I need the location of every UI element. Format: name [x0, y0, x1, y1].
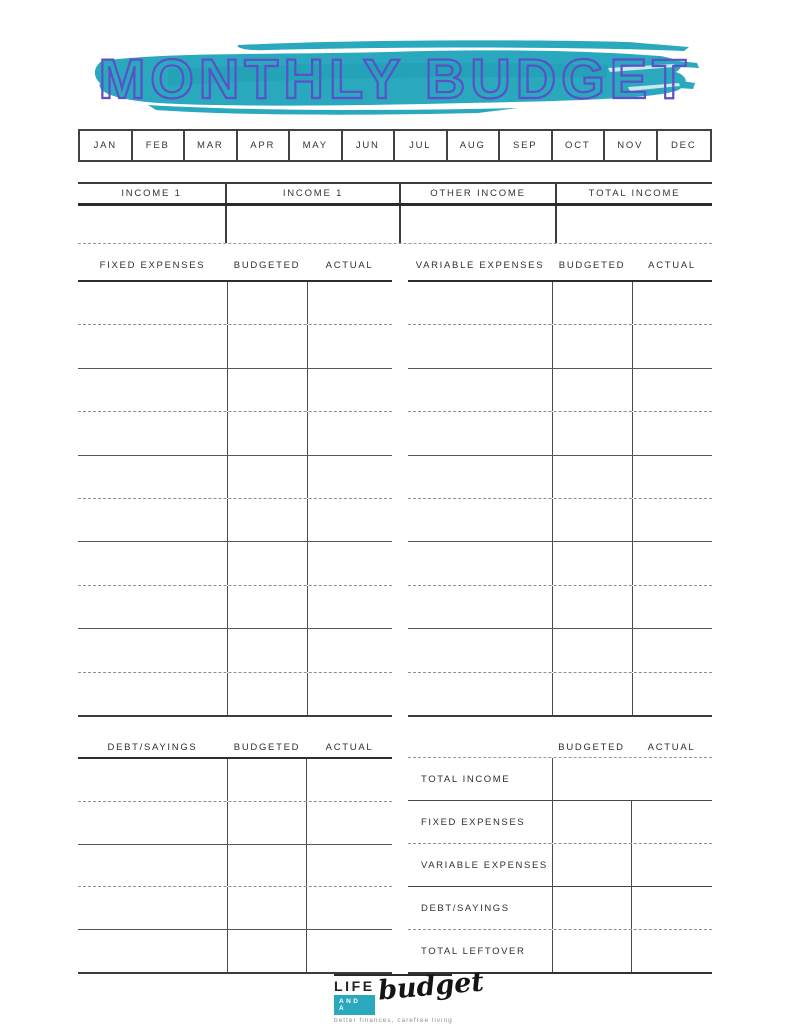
- expense-name-cell: [408, 499, 552, 541]
- expense-name-cell: [78, 282, 227, 324]
- income-column-header: INCOME 1: [78, 184, 227, 203]
- actual-cell: [632, 282, 712, 324]
- table-row: [408, 282, 712, 325]
- expense-name-cell: [408, 673, 552, 715]
- budgeted-cell: [227, 930, 306, 972]
- table-row: [78, 456, 392, 499]
- summary-actual-cell: [631, 801, 712, 843]
- table-row: [408, 586, 712, 629]
- actual-cell: [307, 282, 392, 324]
- budgeted-cell: [552, 282, 632, 324]
- month-tab[interactable]: SEP: [500, 131, 553, 160]
- variable-expenses-table: [408, 280, 712, 717]
- fixed-actual-label: ACTUAL: [325, 260, 374, 271]
- budgeted-cell: [552, 499, 632, 541]
- budgeted-cell: [552, 673, 632, 715]
- debt-savings-title: DEBT/SAYINGS: [107, 742, 198, 753]
- actual-cell: [632, 673, 712, 715]
- fixed-expenses-header: [78, 258, 392, 273]
- month-selector: [78, 129, 712, 162]
- income-column-header: INCOME 1: [227, 184, 401, 203]
- expense-name-cell: [408, 412, 552, 454]
- actual-cell: [306, 759, 392, 801]
- actual-cell: [307, 629, 392, 671]
- budgeted-cell: [227, 456, 307, 498]
- table-row: [408, 369, 712, 412]
- month-tab[interactable]: FEB: [133, 131, 186, 160]
- income-table-body: [78, 206, 712, 243]
- table-row: [78, 887, 392, 930]
- debt-name-cell: [78, 802, 227, 844]
- table-row: [408, 499, 712, 542]
- fixed-expenses-table: [78, 280, 392, 717]
- summary-budgeted-cell: [552, 758, 631, 800]
- month-tab[interactable]: NOV: [605, 131, 658, 160]
- expense-name-cell: [78, 542, 227, 584]
- actual-cell: [307, 542, 392, 584]
- budgeted-cell: [552, 542, 632, 584]
- logo-word-and-a: AND A: [334, 995, 375, 1015]
- actual-cell: [306, 845, 392, 887]
- table-row: [78, 325, 392, 368]
- table-row: [78, 673, 392, 715]
- table-row: [408, 412, 712, 455]
- summary-actual-label: ACTUAL: [647, 742, 696, 753]
- budgeted-cell: [227, 282, 307, 324]
- actual-cell: [306, 802, 392, 844]
- logo-word-budget: budget: [376, 966, 485, 1007]
- table-row: [408, 673, 712, 715]
- table-row: [78, 629, 392, 672]
- table-row: [78, 369, 392, 412]
- income-entry-cell: [78, 206, 227, 243]
- summary-row: [408, 930, 712, 972]
- actual-cell: [632, 629, 712, 671]
- summary-table: [408, 757, 712, 974]
- budgeted-cell: [227, 369, 307, 411]
- summary-row-label: VARIABLE EXPENSES: [421, 859, 548, 871]
- fixed-expenses-title: FIXED EXPENSES: [99, 260, 206, 271]
- summary-actual-cell: [631, 844, 712, 886]
- expense-name-cell: [408, 629, 552, 671]
- budgeted-cell: [227, 542, 307, 584]
- actual-cell: [632, 586, 712, 628]
- budgeted-cell: [552, 586, 632, 628]
- budgeted-cell: [552, 369, 632, 411]
- variable-expenses-header: [408, 258, 712, 273]
- actual-cell: [307, 412, 392, 454]
- table-row: [78, 499, 392, 542]
- logo-tagline: better finances, carefree living: [334, 1017, 453, 1024]
- actual-cell: [632, 325, 712, 367]
- income-entry-cell: [557, 206, 712, 243]
- summary-row-label: TOTAL INCOME: [421, 773, 511, 785]
- summary-header: [408, 740, 712, 755]
- summary-budgeted-cell: [552, 844, 631, 886]
- budgeted-cell: [227, 759, 306, 801]
- brand-logo: [334, 966, 485, 1024]
- budgeted-cell: [227, 673, 307, 715]
- summary-actual-cell: [631, 887, 712, 929]
- budgeted-cell: [227, 887, 306, 929]
- expense-name-cell: [408, 586, 552, 628]
- summary-row: [408, 887, 712, 930]
- variable-actual-label: ACTUAL: [648, 260, 696, 271]
- summary-row-label: FIXED EXPENSES: [421, 816, 526, 828]
- income-table: [78, 182, 712, 244]
- table-row: [78, 542, 392, 585]
- table-row: [408, 456, 712, 499]
- budgeted-cell: [227, 629, 307, 671]
- summary-actual-cell: [631, 758, 712, 800]
- budgeted-cell: [227, 412, 307, 454]
- income-table-header: [78, 184, 712, 206]
- expense-name-cell: [78, 412, 227, 454]
- debt-name-cell: [78, 845, 227, 887]
- debt-name-cell: [78, 759, 227, 801]
- summary-actual-cell: [631, 930, 712, 972]
- table-row: [408, 325, 712, 368]
- table-row: [78, 802, 392, 845]
- expense-name-cell: [78, 586, 227, 628]
- table-row: [78, 759, 392, 802]
- expense-name-cell: [78, 369, 227, 411]
- summary-row: [408, 844, 712, 887]
- expense-name-cell: [408, 542, 552, 584]
- expense-name-cell: [408, 456, 552, 498]
- actual-cell: [632, 412, 712, 454]
- summary-budgeted-cell: [552, 887, 631, 929]
- summary-row: [408, 758, 712, 801]
- expense-name-cell: [408, 325, 552, 367]
- actual-cell: [306, 930, 392, 972]
- actual-cell: [307, 369, 392, 411]
- month-tab[interactable]: APR: [238, 131, 291, 160]
- expense-name-cell: [408, 282, 552, 324]
- actual-cell: [632, 456, 712, 498]
- summary-row-label: DEBT/SAYINGS: [421, 902, 510, 914]
- month-tab[interactable]: JUL: [395, 131, 448, 160]
- table-row: [408, 629, 712, 672]
- month-tab[interactable]: DEC: [671, 140, 697, 151]
- expense-name-cell: [78, 673, 227, 715]
- variable-expenses-title: VARIABLE EXPENSES: [415, 260, 545, 271]
- budgeted-cell: [552, 325, 632, 367]
- actual-cell: [306, 887, 392, 929]
- table-row: [408, 542, 712, 585]
- actual-cell: [632, 499, 712, 541]
- budgeted-cell: [552, 629, 632, 671]
- summary-budgeted-cell: [552, 930, 631, 972]
- month-tab[interactable]: AUG: [448, 131, 501, 160]
- expense-name-cell: [78, 499, 227, 541]
- actual-cell: [632, 369, 712, 411]
- actual-cell: [307, 456, 392, 498]
- summary-budgeted-label: BUDGETED: [558, 742, 625, 753]
- income-entry-cell: [401, 206, 557, 243]
- income-column-header: TOTAL INCOME: [588, 188, 681, 199]
- table-row: [78, 282, 392, 325]
- table-row: [78, 845, 392, 888]
- actual-cell: [307, 673, 392, 715]
- actual-cell: [632, 542, 712, 584]
- debt-savings-header: [78, 740, 392, 755]
- summary-row-label: TOTAL LEFTOVER: [421, 945, 526, 957]
- table-row: [78, 586, 392, 629]
- debt-budgeted-label: BUDGETED: [233, 742, 301, 753]
- budgeted-cell: [227, 499, 307, 541]
- month-tab[interactable]: JUN: [343, 131, 396, 160]
- month-tab[interactable]: JAN: [80, 131, 133, 160]
- income-entry-cell: [227, 206, 401, 243]
- month-tab[interactable]: MAY: [290, 131, 343, 160]
- expense-name-cell: [78, 325, 227, 367]
- variable-budgeted-label: BUDGETED: [558, 260, 626, 271]
- debt-savings-table: [78, 757, 392, 974]
- summary-row: [408, 801, 712, 844]
- income-column-header: OTHER INCOME: [401, 184, 557, 203]
- budgeted-cell: [552, 412, 632, 454]
- page-title: MONTHLY BUDGET: [98, 47, 692, 110]
- actual-cell: [307, 499, 392, 541]
- debt-actual-label: ACTUAL: [325, 742, 374, 753]
- month-tab[interactable]: OCT: [553, 131, 606, 160]
- summary-header-spacer: [408, 740, 552, 755]
- budgeted-cell: [227, 802, 306, 844]
- table-row: [78, 412, 392, 455]
- fixed-budgeted-label: BUDGETED: [233, 260, 301, 271]
- budgeted-cell: [227, 586, 307, 628]
- debt-name-cell: [78, 930, 227, 972]
- budgeted-cell: [227, 845, 306, 887]
- table-row: [78, 930, 392, 972]
- actual-cell: [307, 586, 392, 628]
- logo-word-life: LIFE: [334, 978, 375, 994]
- expense-name-cell: [408, 369, 552, 411]
- budgeted-cell: [227, 325, 307, 367]
- expense-name-cell: [78, 629, 227, 671]
- actual-cell: [307, 325, 392, 367]
- expense-name-cell: [78, 456, 227, 498]
- summary-budgeted-cell: [552, 801, 631, 843]
- debt-name-cell: [78, 887, 227, 929]
- month-tab[interactable]: MAR: [185, 131, 238, 160]
- budgeted-cell: [552, 456, 632, 498]
